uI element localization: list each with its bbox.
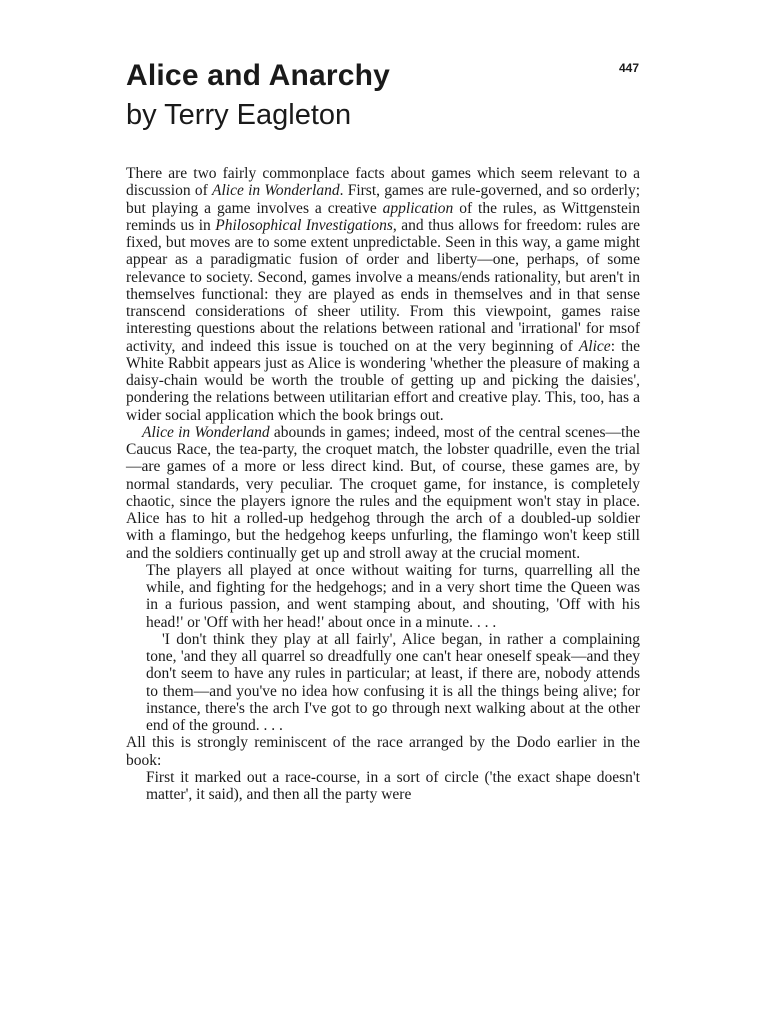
paragraph-3 bbox=[126, 734, 640, 769]
page-number: 447 bbox=[619, 61, 640, 75]
article-title: Alice and Anarchy bbox=[126, 59, 391, 92]
italic-title: Alice in Wonderland bbox=[211, 182, 340, 200]
text-run: There are two fairly commonplace facts about games which seem relevant to a discussion of bbox=[126, 165, 640, 200]
text-run: of the rules, as Wittgenstein reminds us in bbox=[126, 199, 640, 234]
paragraph-1 bbox=[126, 165, 640, 424]
text-run: abounds in games; indeed, most of the central scenes—the Caucus Race, the tea-party, the croquet match, the lobster quadrille, even the trial—are games of a more or less direct kind. But, of course, these games are, by normal standards, very peculiar. The croquet game, for instance, is completely chaotic, since the players ignore the rules and the equipment won't stay in place. Alice has to hit a rolled-up hedgehog through the arch of a doubled-up soldier with a flamingo, but the hedgehog keeps unfurling, the flamingo won't keep still and the soldiers continually get up and stroll away at the crucial moment. bbox=[126, 423, 640, 562]
italic-title: Alice bbox=[578, 337, 611, 355]
italic-sentence: All this is strongly reminiscent of the race arranged by the Dodo earlier in the book: bbox=[126, 734, 640, 769]
quote-paragraph: The players all played at once without waiting for turns, quarrelling all the while, and fighting for the hedgehogs; and in a very short time the Queen was in a furious passion, and went stamping about, and shouting, 'Off with his head!' or 'Off with her head!' about once in a minute. . . . bbox=[146, 561, 640, 631]
paragraph-2 bbox=[126, 424, 640, 562]
block-quote-2 bbox=[126, 769, 640, 804]
quote-paragraph: 'I don't think they play at all fairly', Alice began, in rather a complaining tone, 'and they all quarrel so dreadfully one can't hear oneself speak—and they don't seem to have any rules in particular; at least, if there are, nobody attends to them—and you've no idea how confusing it is all the things being alive; for instance, there's the arch I've got to go through next walking about at the other end of the ground. . . . bbox=[146, 630, 640, 734]
italic-term: application bbox=[382, 199, 454, 217]
quote-paragraph: First it marked out a race-course, in a sort of circle ('the exact shape doesn't matter', it said), and then all the party were bbox=[146, 768, 640, 803]
italic-title: Alice in Wonderland bbox=[142, 423, 270, 441]
italic-title: Philosophical Investigations bbox=[215, 216, 393, 234]
article-body bbox=[126, 165, 640, 803]
block-quote-1 bbox=[126, 562, 640, 735]
text-run: : the White Rabbit appears just as Alice is wondering 'whether the pleasure of making a daisy-chain would be worth the trouble of getting up and picking the daisies', pondering the relations between utilitarian effort and creative play. This, too, has a wider social application which the book brings out. bbox=[126, 337, 641, 424]
article-byline: by Terry Eagleton bbox=[126, 99, 352, 131]
text-run: . First, games are rule-governed, and so orderly; but playing a game involves a creative bbox=[126, 182, 640, 217]
text-run: , and thus allows for freedom: rules are fixed, but moves are to some extent unpredictable. Seen in this way, a game might appear as a paradigmatic fusion of order and liberty—one, perhaps, of some relevance to society. Second, games involve a means/ends rationality, but aren't in themselves functional: they are played as ends in themselves and in that sense transcend considerations of sheer utility. From this viewpoint, games raise interesting questions about the relations between rational and 'irrational' for msof activity, and indeed this issue is touched on at the very beginning of bbox=[126, 216, 640, 355]
